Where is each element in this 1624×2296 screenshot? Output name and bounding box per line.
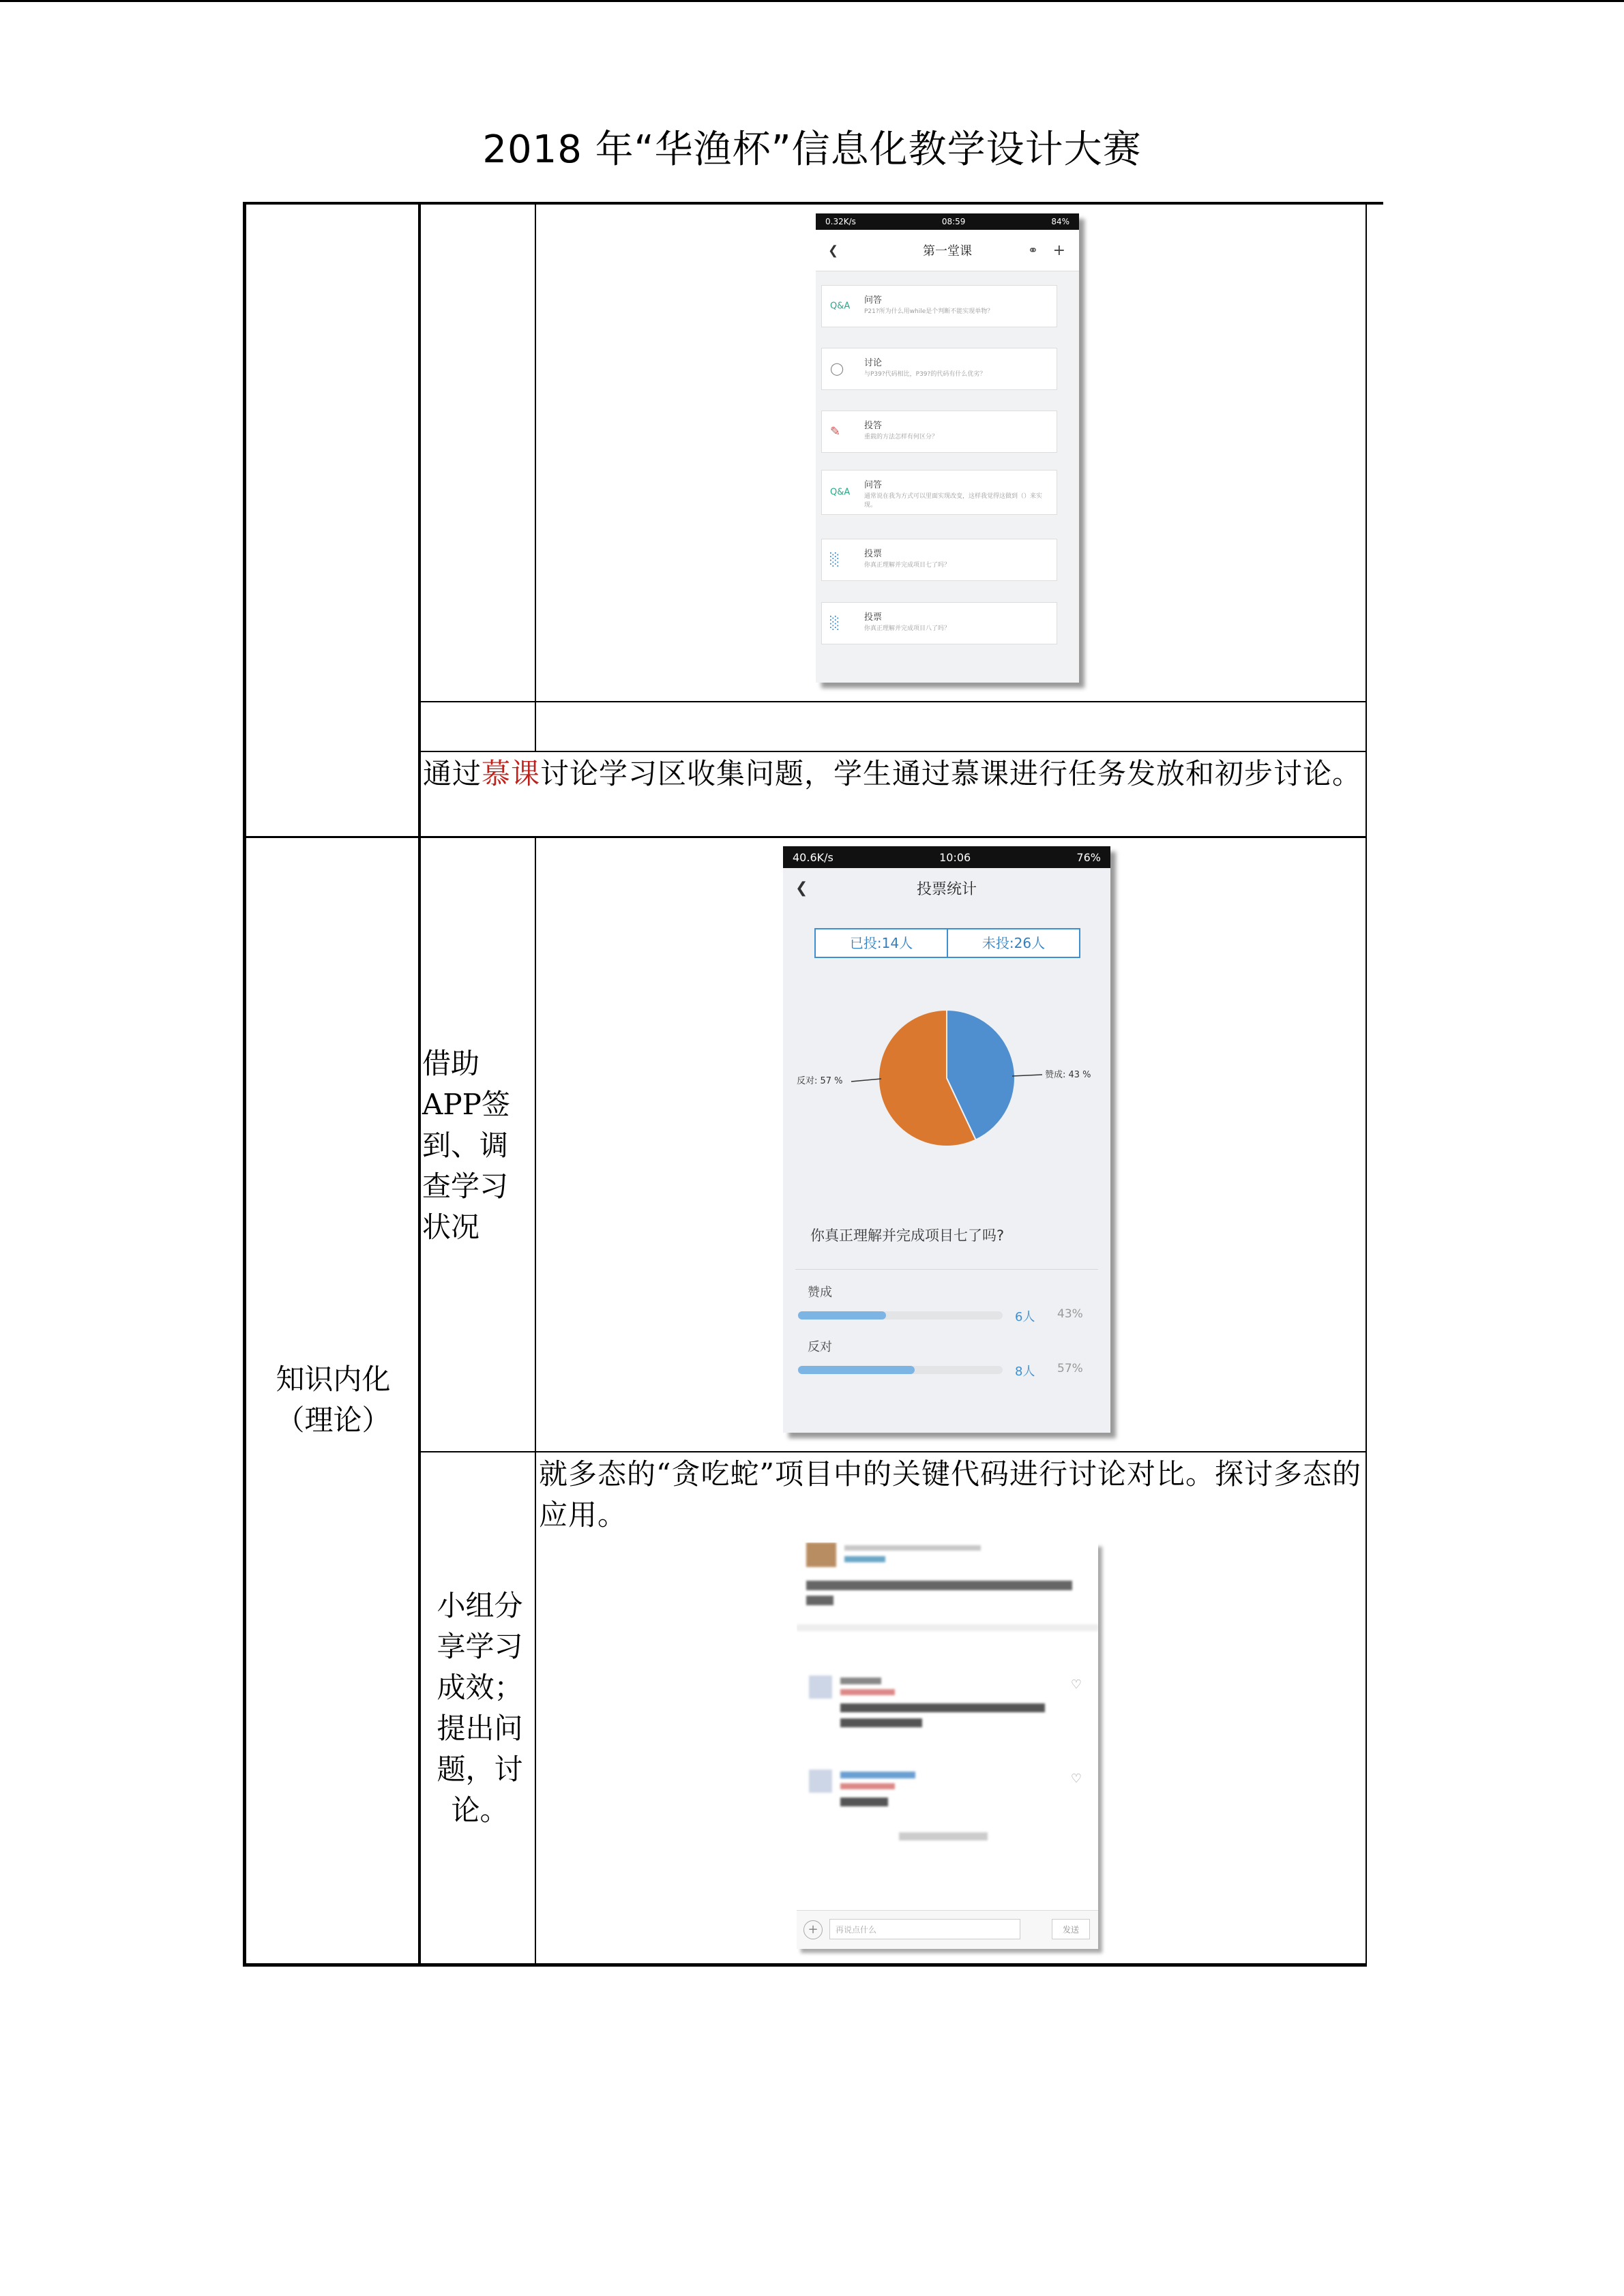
question-card[interactable] [821, 348, 1057, 390]
option-progress-fill [798, 1311, 886, 1320]
pie-label-oppose: 反对: 57 % [797, 1076, 843, 1086]
answer-icon: ✎ [830, 424, 841, 439]
nav-bar [783, 868, 1110, 908]
question-card[interactable] [821, 539, 1057, 581]
post-tag [844, 1556, 885, 1562]
card-type: 问答 [864, 480, 883, 490]
summary-highlight: 慕课 [482, 757, 541, 790]
option-count: 8人 [1015, 1365, 1035, 1379]
card-desc: 重载的方法怎样有何区分？ [864, 434, 939, 441]
section-label [250, 1359, 417, 1441]
nav-title: 第一堂课 [923, 244, 972, 258]
tab-not-voted[interactable]: 未投:26人 [947, 929, 1079, 957]
chat-icon[interactable]: ⚭ [1027, 243, 1038, 258]
question-card[interactable] [821, 411, 1057, 453]
activity-checkin: 借助APP签到、调查学习状况 [422, 1047, 510, 1244]
vote-question: 你真正理解并完成项目七了吗? [810, 1227, 1005, 1244]
status-bar [816, 213, 1079, 230]
avatar [806, 1542, 836, 1567]
table-left-border [243, 203, 246, 1967]
card-type: 问答 [864, 295, 883, 305]
row-line-1 [419, 701, 1367, 702]
summary-prefix: 通过 [423, 757, 482, 790]
app-screenshot-course [816, 213, 1079, 683]
card-type: 投票 [864, 612, 883, 623]
pie-leader-agree [1012, 1075, 1042, 1076]
post-text [806, 1581, 1072, 1590]
card-type: 讨论 [864, 358, 883, 368]
option-progress-track [798, 1366, 1003, 1374]
reply-text-3 [840, 1798, 888, 1806]
post-text-2 [806, 1596, 833, 1605]
post-meta [844, 1545, 981, 1551]
card-desc: 通常说在我为方式可以里面实现改变，这样我觉得这做到（）来实现。 [864, 493, 1043, 509]
send-button[interactable]: 发送 [1052, 1919, 1090, 1939]
card-desc: 与P39?代码相比，P39?的代码有什么优劣？ [864, 371, 986, 378]
status-left: 0.32K/s [825, 217, 856, 226]
row-line-4 [419, 1451, 1367, 1452]
separator [797, 1624, 1098, 1631]
card-desc: P21?所为什么用while是个判断不能实现单物？ [864, 308, 994, 315]
card-type: 投答 [864, 421, 883, 431]
page-top-border [0, 0, 1624, 2]
card-desc: 你真正理解并完成项目八了吗？ [864, 625, 951, 632]
discuss-icon: ◯ [830, 361, 844, 376]
status-left: 40.6K/s [793, 850, 833, 864]
reply-avatar-2 [809, 1770, 832, 1793]
status-time: 08:59 [941, 217, 966, 226]
option-count: 6人 [1015, 1310, 1035, 1324]
input-bar [797, 1910, 1098, 1949]
option-percent: 57% [1057, 1362, 1083, 1375]
status-time: 10:06 [939, 850, 971, 864]
reply-text [840, 1703, 1045, 1712]
load-more [899, 1832, 988, 1840]
reply-tag [840, 1689, 895, 1695]
reply-avatar [809, 1675, 832, 1699]
like-icon[interactable]: ♡ [1070, 1678, 1082, 1692]
table-right-border [1365, 203, 1367, 1967]
pie-leader-oppose [851, 1079, 881, 1082]
pie-label-agree: 赞成: 43 % [1045, 1070, 1091, 1080]
option-label: 反对 [808, 1340, 832, 1354]
summary-rest: 讨论学习区收集问题，学生通过慕课进行任务发放和初步讨论。 [540, 757, 1362, 790]
page-title: 2018 年“华渔杯”信息化教学设计大赛 [482, 128, 1142, 172]
add-icon[interactable]: + [803, 1920, 823, 1939]
card-type: 投票 [864, 549, 883, 559]
section-label-text: 知识内化（理论） [276, 1362, 391, 1437]
vote-icon: ░ [830, 552, 840, 567]
col-divider-1 [418, 203, 421, 1967]
vote-icon: ░ [830, 616, 840, 631]
reply-text-2 [840, 1718, 922, 1727]
add-icon[interactable]: + [1052, 241, 1065, 259]
option-progress-track [798, 1311, 1003, 1320]
card-desc: 你真正理解并完成项目七了吗？ [864, 562, 951, 569]
nav-bar [816, 230, 1079, 271]
row3-content: 就多态的“贪吃蛇”项目中的关键代码进行讨论对比。探讨多态的应用。 [539, 1457, 1361, 1532]
summary-text [423, 754, 1364, 794]
reply-name-2 [840, 1772, 915, 1778]
qa-icon: Q&A [830, 301, 851, 312]
qa-icon: Q&A [830, 487, 851, 498]
question-card[interactable] [821, 285, 1057, 327]
table-top-border [243, 202, 1383, 205]
back-icon[interactable]: ❮ [795, 879, 808, 897]
option-progress-fill [798, 1366, 915, 1374]
col-divider-2a [535, 203, 536, 751]
app-screenshot-discussion [797, 1542, 1098, 1949]
row-line-2 [419, 751, 1367, 752]
question-card[interactable] [821, 470, 1057, 515]
divider [795, 1269, 1098, 1270]
nav-title: 投票统计 [916, 880, 977, 898]
reply-tag-2 [840, 1783, 895, 1789]
vote-tabs [814, 928, 1080, 958]
status-battery: 76% [1076, 850, 1101, 864]
comment-input[interactable]: 再说点什么 [829, 1919, 1020, 1939]
like-icon-2[interactable]: ♡ [1070, 1772, 1082, 1786]
row-line-3 [243, 836, 1367, 838]
activity-group-share: 小组分享学习成效；提出问题，讨论。 [437, 1589, 523, 1827]
vote-pie-chart [783, 976, 1110, 1180]
back-icon[interactable]: ❮ [828, 243, 839, 258]
status-bar [783, 846, 1110, 868]
tab-voted[interactable]: 已投:14人 [849, 935, 913, 951]
option-percent: 43% [1057, 1307, 1083, 1321]
status-battery: 84% [1051, 217, 1069, 226]
reply-name [840, 1678, 881, 1684]
question-card[interactable] [821, 602, 1057, 644]
option-label: 赞成 [808, 1285, 832, 1300]
app-screenshot-vote-stats [783, 846, 1110, 1433]
col-divider-2b [535, 837, 536, 1967]
table-bottom-border [243, 1963, 1367, 1967]
